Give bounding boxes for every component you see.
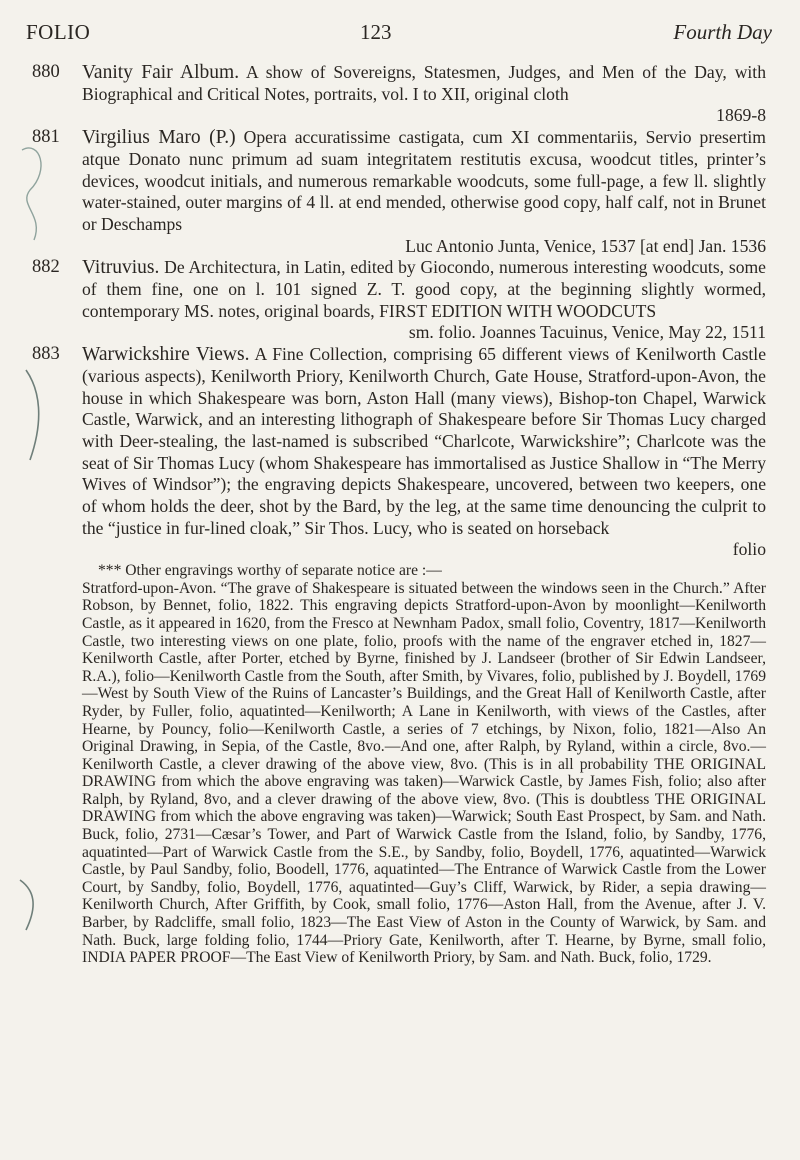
lot-entries <box>32 62 766 967</box>
header-day: Fourth Day <box>673 20 772 44</box>
lot-number: 880 <box>32 62 60 82</box>
lot-imprint: 1869-8 <box>716 105 766 126</box>
lot-title: Virgilius Maro (P.) <box>82 127 236 149</box>
lot-description <box>82 62 766 105</box>
lot-entry-882 <box>32 257 766 344</box>
lot-description <box>82 257 766 322</box>
lot-text: Opera accuratissime castigata, cum XI commentariis, Servio presertim atque Donato nunc primum ad suam integritatem restitutis excusa, woodcut titles, printer’s devices, woodcut initials, and numerous remarkable woodcuts, some full-page, a few ll. slightly water-stained, outer margins of 4 ll. at end mended, otherwise good copy, half calf, not in Brunet or Deschamps <box>82 127 766 234</box>
lot-entry-880 <box>32 62 766 127</box>
lot-entry-883 <box>32 344 766 967</box>
lot-entry-881 <box>32 127 766 257</box>
lot-title: Warwickshire Views. <box>82 344 250 366</box>
lot-note <box>82 562 766 967</box>
lot-text: A show of Sovereigns, Statesmen, Judges, and Men of the Day, with Biographical and Critical Notes, portraits, vol. I to XII, original cloth <box>82 62 766 104</box>
lot-title: Vanity Fair Album. <box>82 62 240 83</box>
lot-title: Vitruvius. <box>82 257 160 279</box>
lot-description <box>82 127 766 236</box>
running-header <box>26 20 772 50</box>
lot-description <box>82 344 766 539</box>
lot-text: De Architectura, in Latin, edited by Giocondo, numerous interesting woodcuts, some of them fine, one on l. 101 signed Z. T. good copy, at the beginning slightly wormed, contemporary MS. notes, original boards, FIRST EDITION WITH WOODCUTS <box>82 257 766 321</box>
note-intro: *** Other engravings worthy of separate notice are :— <box>98 562 442 580</box>
lot-number: 882 <box>32 257 60 278</box>
header-format: FOLIO <box>26 20 91 44</box>
lot-text: A Fine Collection, comprising 65 different views of Kenilworth Castle (various aspects), Kenilworth Priory, Kenilworth Church, Gate House, Stratford-upon-Avon, the house in which Shakespeare was born, Aston Hall (many views), Bishop-ton Chapel, Warwick Castle, Warwick, and an interesting lithograph of Shakespeare before Sir Thomas Lucy charged with Deer-stealing, the last-named is subscribed “Charlcote, Warwickshire”; Charlcote was the seat of Sir Thomas Lucy (whom Shakespeare has immortalised as Justice Shallow in “The Merry Wives of Windsor”); the engraving depicts Shakespeare, uncovered, between two keepers, one of whom holds the deer, shot by the Bard, by the leg, at the same time denouncing the culprit to the “justice in fur-lined cloak,” Sir Thos. Lucy, who is seated on horseback <box>82 344 767 538</box>
lot-number: 881 <box>32 127 60 148</box>
lot-imprint: Luc Antonio Junta, Venice, 1537 [at end] Jan. 1536 <box>405 235 766 256</box>
header-page-number: 123 <box>360 20 392 44</box>
note-body: Stratford-upon-Avon. “The grave of Shakespeare is situated between the windows seen in the Church.” After Robson, by Bennet, folio, 1822. This engraving depicts Stratford-upon-Avon by moonlight—Kenilworth Castle, as it appeared in 1620, from the Fresco at Newnham Padox, small folio, Coventry, 1817—Kenilworth Castle, two interesting views on one plate, folio, proofs with the name of the engraver etched in, 1827—Kenilworth Castle, after Porter, etched by Byrne, finished by J. Landseer (brother of Sir Edwin Landseer, R.A.), folio—Kenilworth Castle from the South, after Smith, by Vivares, folio, published by J. Boydell, 1769—West by South View of the Ruins of Lancaster’s Buildings, and the Great Hall of Kenilworth Castle, after Ryder, by Fuller, folio, aquatinted—Kenilworth; A Lane in Kenilworth, with views of the Castles, after Hearne, by Pouncy, folio—Kenilworth Castle, a series of 7 etchings, by Nixon, folio, 1821—Also An Original Drawing, in Sepia, of the Castle, 8vo.—And one, after Ralph, by Ryland, within a circle, 8vo.—Kenilworth Castle, a clever drawing of the above view, 8vo. (This is in all probability THE ORIGINAL DRAWING from which the above engraving was taken)—Warwick Castle, by James Fish, folio; also after Ralph, by Ryland, 8vo, and a clever drawing of the above view, 8vo. (This is doubtless THE ORIGINAL DRAWING from which the above engraving was taken)—Warwick; South East Prospect, by Sam. and Nath. Buck, folio, 2731—Cæsar’s Tower, and Part of Warwick Castle from the Island, folio, by Sandby, 1776, aquatinted—Part of Warwick Castle from the S.E., by Sandby, folio, Boydell, 1776, aquatinted—Warwick Castle, by Paul Sandby, folio, Boodell, 1776, aquatinted—The Entrance of Warwick Castle from the Lower Court, by Sandby, folio, Boydell, 1776, aquatinted—Guy’s Cliff, Warwick, by Rider, a sepia drawing—Kenilworth Church, After Griffith, by Cook, small folio, 1776—Aston Hall, from the Avenue, after J. V. Barber, by Radcliffe, small folio, 1823—The East View of Aston in the County of Warwick, by Sam. and Nath. Buck, large folding folio, 1744—Priory Gate, Kenilworth, after T. Hearne, by Byrne, small folio, INDIA PAPER PROOF—The East View of Kenilworth Priory, by Sam. and Nath. Buck, folio, 1729. <box>82 579 766 967</box>
lot-number: 883 <box>32 344 60 365</box>
lot-imprint: folio <box>732 539 766 560</box>
lot-imprint: sm. folio. Joannes Tacuinus, Venice, May 22, 1511 <box>408 322 766 343</box>
